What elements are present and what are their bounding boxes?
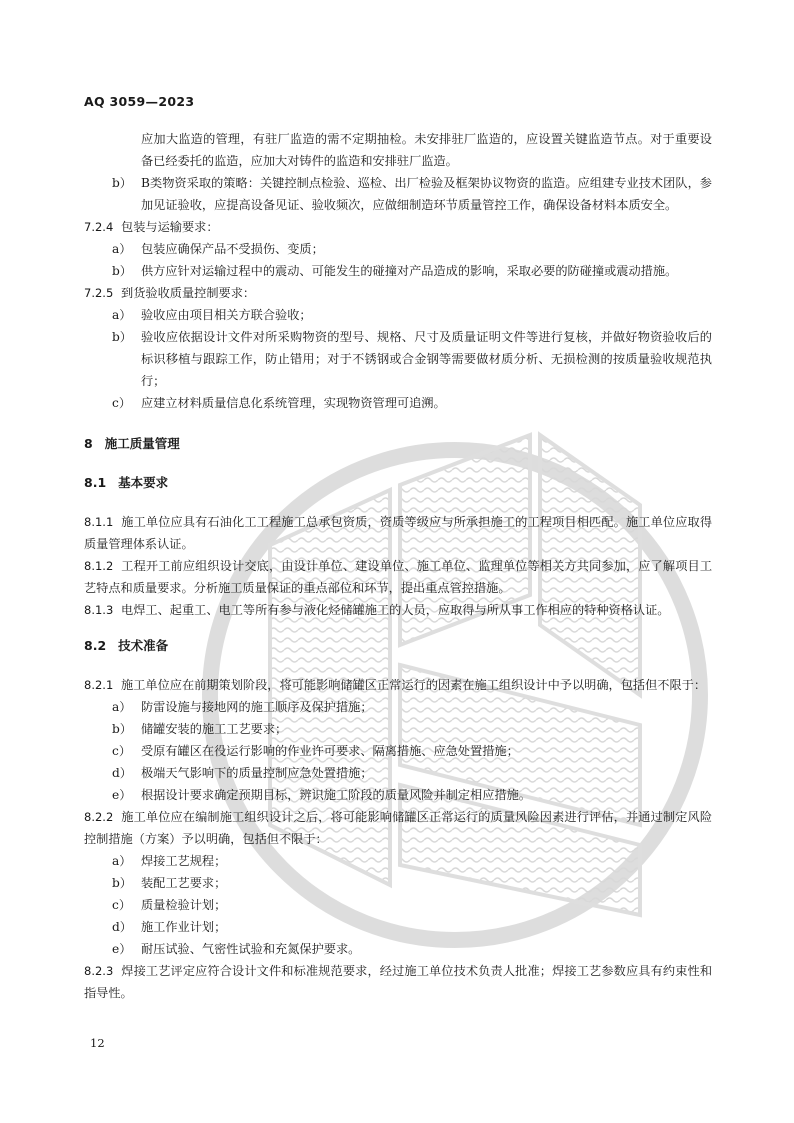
section-heading-8-2 <box>84 635 712 657</box>
standard-code-header: AQ 3059—2023 <box>84 94 195 109</box>
clause-number: 8.2.1 <box>84 678 114 692</box>
list-text: 装配工艺要求； <box>141 876 227 890</box>
document-body <box>84 128 712 1004</box>
clause-text: 包装与运输要求： <box>121 220 219 234</box>
clause-text: 电焊工、起重工、电工等所有参与液化烃储罐施工的人员，应取得与所从事工作相应的特种资格认证。 <box>121 603 670 617</box>
list-label: e） <box>112 942 132 956</box>
list-label: a） <box>112 242 132 256</box>
clause-text: 施工单位应在编制施工组织设计之后，将可能影响储罐区正常运行的质量风险因素进行评估，并通过制定风险控制措施（方案）予以明确，包括但不限于： <box>84 810 713 846</box>
list-label: a） <box>112 854 132 868</box>
list-text: 包装应确保产品不受损伤、变质； <box>141 242 324 256</box>
list-label: b） <box>112 176 132 190</box>
clause-number: 7.2.4 <box>84 220 114 234</box>
list-text: B类物资采取的策略：关键控制点检验、巡检、出厂检验及框架协议物资的监造。应组建专业技术团队，参加见证验收，应提高设备见证、验收频次，应做细制造环节质量管控工作，确保设备材料本质安全。 <box>141 176 712 212</box>
list-item <box>84 938 712 960</box>
list-label: c） <box>112 744 132 758</box>
section-heading-8-1 <box>84 472 712 494</box>
clause-text: 施工单位应具有石油化工工程施工总承包资质，资质等级应与所承担施工的工程项目相匹配。施工单位应取得质量管理体系认证。 <box>84 515 713 551</box>
list-item <box>84 762 712 784</box>
section-number: 8.1 <box>84 475 107 490</box>
page-number: 12 <box>90 1036 105 1050</box>
clause-text: 到货验收质量控制要求： <box>121 286 256 300</box>
clause-text: 工程开工前应组织设计交底，由设计单位、建设单位、施工单位、监理单位等相关方共同参加，应了解项目工艺特点和质量要求。分析施工质量保证的重点部位和环节，提出重点管控措施。 <box>84 559 713 595</box>
list-text: 应建立材料质量信息化系统管理，实现物资管理可追溯。 <box>141 396 446 410</box>
clause-text: 施工单位应在前期策划阶段，将可能影响储罐区正常运行的因素在施工组织设计中予以明确，包括但不限于： <box>121 678 707 692</box>
clause-text: 焊接工艺评定应符合设计文件和标准规范要求，经过施工单位技术负责人批准；焊接工艺参数应具有约束性和指导性。 <box>84 964 713 1000</box>
clause-8-1-1 <box>84 511 712 555</box>
list-label: d） <box>112 766 132 780</box>
list-item <box>84 696 712 718</box>
list-item <box>84 850 712 872</box>
list-text: 防雷设施与接地网的施工顺序及保护措施； <box>141 700 373 714</box>
list-text: 储罐安装的施工工艺要求； <box>141 722 288 736</box>
list-text: 施工作业计划； <box>141 920 227 934</box>
clause-7-2-5 <box>84 282 712 304</box>
list-label: b） <box>112 722 132 736</box>
list-item <box>84 718 712 740</box>
list-item <box>84 784 712 806</box>
clause-number: 7.2.5 <box>84 286 114 300</box>
list-item <box>84 872 712 894</box>
clause-8-2-1 <box>84 674 712 696</box>
list-label: a） <box>112 700 132 714</box>
list-text: 供方应针对运输过程中的震动、可能发生的碰撞对产品造成的影响，采取必要的防碰撞或震动措施。 <box>141 264 678 278</box>
list-label: b） <box>112 330 132 344</box>
clause-number: 8.1.2 <box>84 559 114 573</box>
section-title: 基本要求 <box>118 475 169 490</box>
list-label: e） <box>112 788 132 802</box>
list-item <box>84 916 712 938</box>
list-text: 极端天气影响下的质量控制应急处置措施； <box>141 766 373 780</box>
list-label: b） <box>112 876 132 890</box>
list-label: c） <box>112 898 132 912</box>
clause-number: 8.2.2 <box>84 810 114 824</box>
section-number: 8 <box>84 436 93 451</box>
section-title: 技术准备 <box>118 638 169 653</box>
list-label: b） <box>112 264 132 278</box>
list-item <box>84 894 712 916</box>
list-item <box>84 304 712 326</box>
list-text: 焊接工艺规程； <box>141 854 227 868</box>
section-number: 8.2 <box>84 638 107 653</box>
section-heading-8 <box>84 433 712 455</box>
clause-8-2-3 <box>84 960 712 1004</box>
clause-number: 8.2.3 <box>84 964 114 978</box>
list-text: 验收应依据设计文件对所采购物资的型号、规格、尺寸及质量证明文件等进行复核，并做好物资验收后的标识移植与跟踪工作，防止错用；对于不锈钢或合金钢等需要做材质分析、无损检测的按质量验收规范执行； <box>141 330 712 388</box>
list-text: 受原有罐区在役运行影响的作业许可要求、隔离措施、应急处置措施； <box>141 744 519 758</box>
paragraph-a-continuation: 应加大监造的管理，有驻厂监造的需不定期抽检。未安排驻厂监造的，应设置关键监造节点。对于重要设备已经委托的监造，应加大对铸件的监造和安排驻厂监造。 <box>141 132 712 168</box>
clause-8-2-2 <box>84 806 712 850</box>
list-item <box>84 740 712 762</box>
list-item <box>84 238 712 260</box>
list-item <box>84 172 712 216</box>
list-item <box>84 260 712 282</box>
clause-7-2-4 <box>84 216 712 238</box>
list-text: 验收应由项目相关方联合验收； <box>141 308 312 322</box>
clause-8-1-2 <box>84 555 712 599</box>
section-title: 施工质量管理 <box>104 436 180 451</box>
list-text: 耐压试验、气密性试验和充氮保护要求。 <box>141 942 361 956</box>
clause-number: 8.1.3 <box>84 603 114 617</box>
list-label: a） <box>112 308 132 322</box>
list-label: d） <box>112 920 132 934</box>
list-label: c） <box>112 396 132 410</box>
list-text: 根据设计要求确定预期目标，辨识施工阶段的质量风险并制定相应措施。 <box>141 788 531 802</box>
list-text: 质量检验计划； <box>141 898 227 912</box>
clause-8-1-3 <box>84 599 712 621</box>
list-item <box>84 326 712 392</box>
list-item <box>84 392 712 414</box>
clause-number: 8.1.1 <box>84 515 114 529</box>
